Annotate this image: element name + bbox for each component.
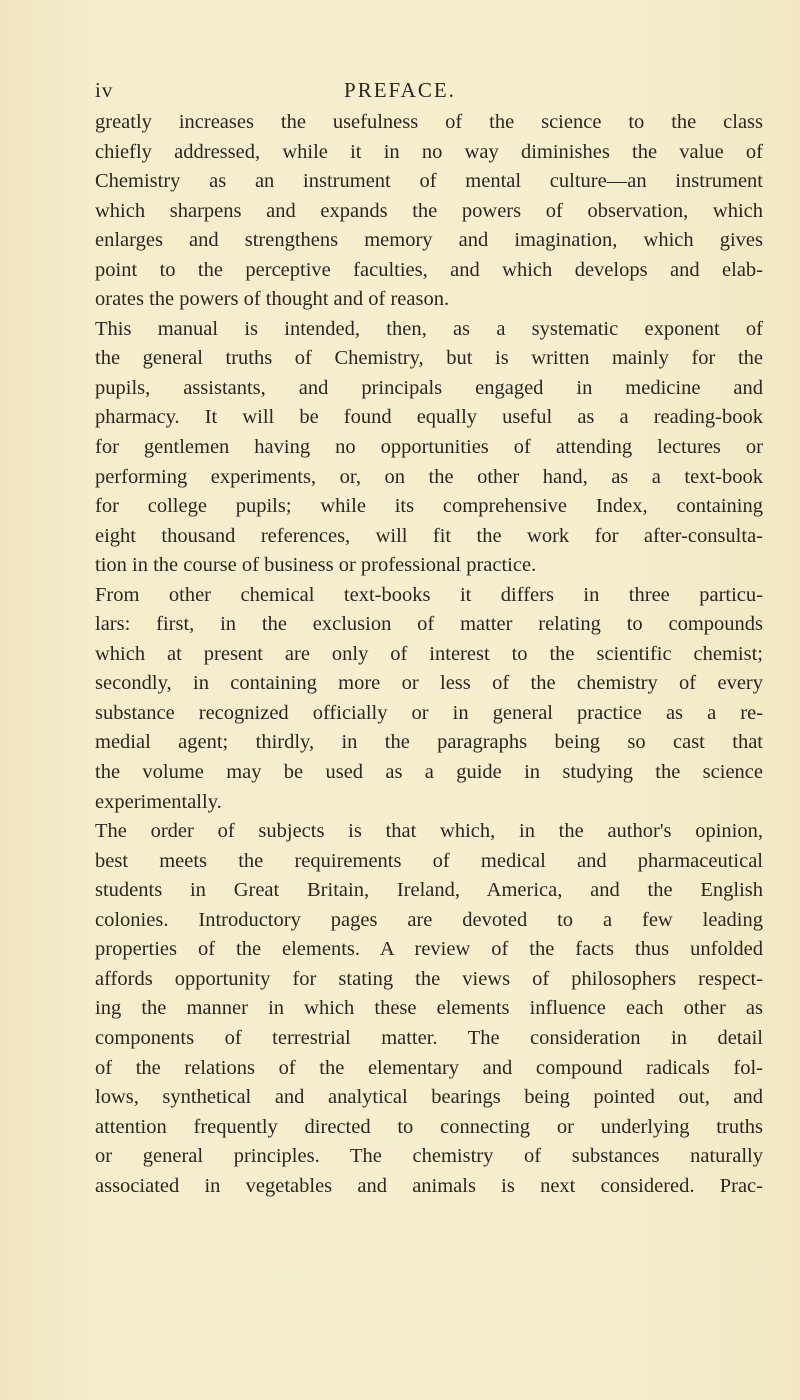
text-line: pupils, assistants, and principals engaged in medicine and	[95, 376, 763, 399]
text-line: eight thousand references, will fit the work for after-consulta-	[95, 524, 763, 547]
text-line: for gentlemen having no opportunities of attending lectures or	[95, 436, 763, 459]
text-line: enlarges and strengthens memory and imagination, which gives	[95, 229, 763, 252]
text-line: affords opportunity for stating the views of philosophers respect-	[95, 967, 763, 990]
text-line: ing the manner in which these elements influence each other as	[95, 997, 763, 1020]
text-line: for college pupils; while its comprehensive Index, containing	[95, 495, 763, 518]
body-text	[95, 108, 763, 1201]
text-line: which at present are only of interest to the scientific chemist;	[95, 642, 763, 665]
text-line: properties of the elements. A review of the facts thus unfolded	[95, 938, 763, 961]
text-line: This manual is intended, then, as a systematic exponent of	[95, 317, 763, 340]
text-line: The order of subjects is that which, in the author's opinion,	[95, 820, 763, 843]
text-line: secondly, in containing more or less of the chemistry of every	[95, 672, 763, 695]
text-line: lows, synthetical and analytical bearings being pointed out, and	[95, 1086, 763, 1109]
text-line: which sharpens and expands the powers of observation, which	[95, 199, 763, 222]
text-line: pharmacy. It will be found equally useful as a reading-book	[95, 406, 763, 429]
running-title: PREFACE.	[344, 78, 456, 102]
text-line: or general principles. The chemistry of substances naturally	[95, 1145, 763, 1168]
text-line: associated in vegetables and animals is next considered. Prac-	[95, 1174, 763, 1197]
text-line: tion in the course of business or professional practice.	[95, 554, 537, 577]
text-line: Chemistry as an instrument of mental culture—an instrument	[95, 170, 763, 193]
text-line: best meets the requirements of medical and pharmaceutical	[95, 849, 763, 872]
text-line: components of terrestrial matter. The consideration in detail	[95, 1026, 763, 1049]
text-line: lars: first, in the exclusion of matter relating to compounds	[95, 613, 763, 636]
text-line: attention frequently directed to connecting or underlying truths	[95, 1115, 763, 1138]
text-line: chiefly addressed, while it in no way diminishes the value of	[95, 140, 763, 163]
text-line: orates the powers of thought and of reason.	[95, 288, 450, 311]
text-line: the general truths of Chemistry, but is written mainly for the	[95, 347, 763, 370]
text-line: point to the perceptive faculties, and which develops and elab-	[95, 258, 763, 281]
text-line: greatly increases the usefulness of the science to the class	[95, 111, 763, 133]
text-line: medial agent; thirdly, in the paragraphs being so cast that	[95, 731, 763, 754]
text-line: experimentally.	[95, 790, 222, 813]
text-line: students in Great Britain, Ireland, America, and the English	[95, 879, 763, 902]
text-line: substance recognized officially or in general practice as a re-	[95, 701, 763, 724]
page-number: iv	[95, 78, 114, 102]
page-header	[95, 74, 705, 108]
text-line: colonies. Introductory pages are devoted to a few leading	[95, 908, 763, 931]
text-line: From other chemical text-books it differs in three particu-	[95, 583, 763, 606]
text-line: the volume may be used as a guide in studying the science	[95, 761, 763, 784]
text-line: of the relations of the elementary and compound radicals fol-	[95, 1056, 763, 1079]
text-line: performing experiments, or, on the other hand, as a text-book	[95, 465, 763, 488]
